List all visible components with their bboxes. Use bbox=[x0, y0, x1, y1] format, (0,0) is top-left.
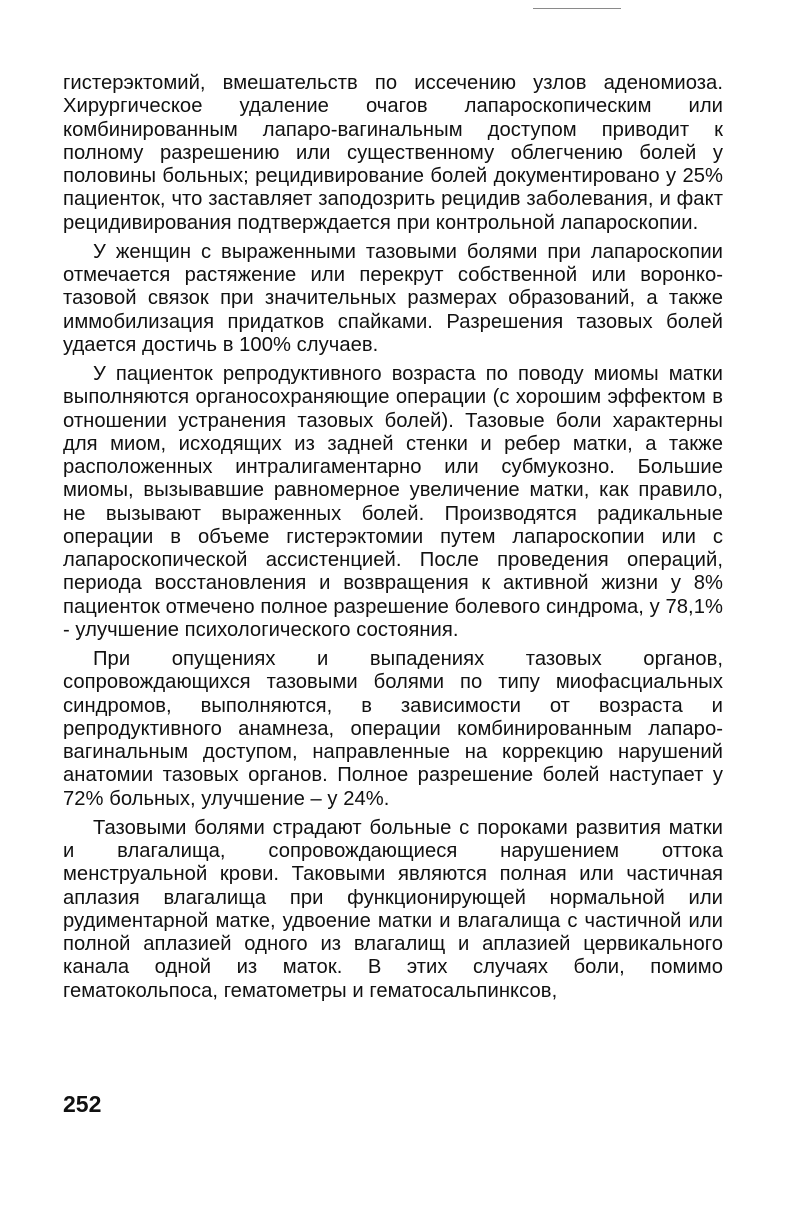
paragraph-4: При опущениях и выпадениях тазовых органов, сопровождающихся тазовыми болями по типу миофасциальных синдромов, выполняются, в зависимости от возраста и репродуктивного анамнеза, операции комбинированным лапаро-вагинальным доступом, направленные на коррекцию нарушений анатомии тазовых органов. Полное разрешение болей наступает у 72% больных, улучшение – у 24%. bbox=[63, 648, 723, 810]
top-rule bbox=[533, 8, 621, 9]
paragraph-1: гистерэктомий, вмешательств по иссечению узлов аденомиоза. Хирургическое удаление очагов лапароскопическим или комбинированным лапаро-вагинальным доступом приводит к полному разрешению или существенному облегчению болей у половины больных; рецидивирование болей документировано у 25% пациенток, что заставляет заподозрить рецидив заболевания, и факт рецидивирования подтверждается при контрольной лапароскопии. bbox=[63, 72, 723, 234]
page-number: 252 bbox=[63, 1091, 102, 1117]
page-body bbox=[63, 72, 723, 1003]
paragraph-2: У женщин с выраженными тазовыми болями при лапароскопии отмечается растяжение или перекрут собственной или воронко-тазовой связок при значительных размерах образований, а также иммобилизация придатков спайками. Разрешения тазовых болей удается достичь в 100% случаев. bbox=[63, 240, 723, 356]
paragraph-3: У пациенток репродуктивного возраста по поводу миомы матки выполняются органосохраняющие операции (с хорошим эффектом в отношении устранения тазовых болей). Тазовые боли характерны для миом, исходящих из задней стенки и ребер матки, а также расположенных интралигаментарно или субмукозно. Большие миомы, вызывавшие равномерное увеличение матки, как правило, не вызывают выраженных болей. Производятся радикальные операции в объеме гистерэктомии путем лапароскопии или с лапароскопической ассистенцией. После проведения операций, периода восстановления и возвращения к активной жизни у 8% пациенток отмечено полное разрешение болевого синдрома, у 78,1% - улучшение психологического состояния. bbox=[63, 363, 723, 641]
paragraph-5: Тазовыми болями страдают больные с пороками развития матки и влагалища, сопровождающиеся нарушением оттока менструальной крови. Таковыми являются полная или частичная аплазия влагалища при функционирующей нормальной или рудиментарной матке, удвоение матки и влагалища с частичной или полной аплазией одного из влагалищ и аплазией цервикального канала одной из маток. В этих случаях боли, помимо гематокольпоса, гематометры и гематосальпинксов, bbox=[63, 816, 723, 1002]
